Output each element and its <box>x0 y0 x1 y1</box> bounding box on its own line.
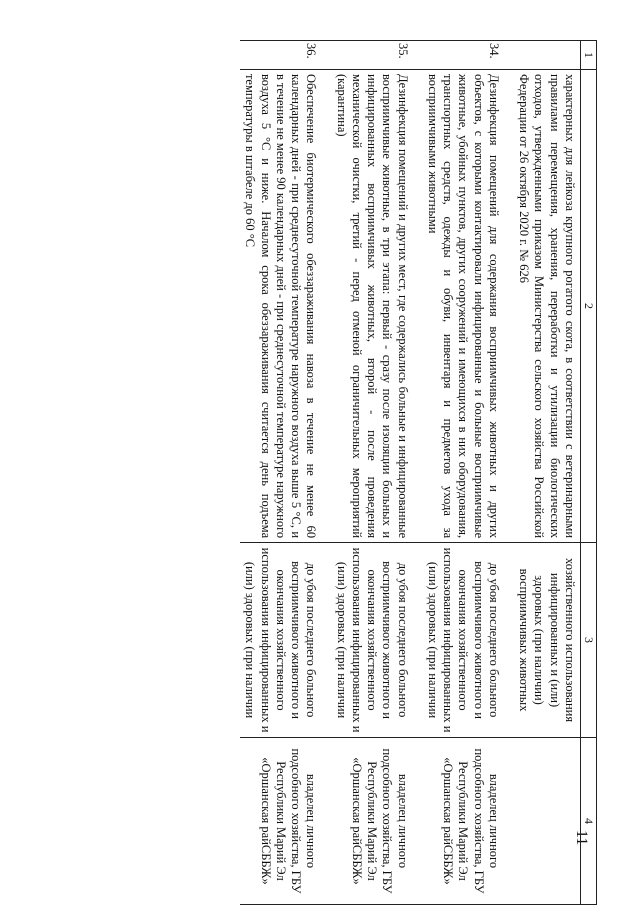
measure-term: хозяйственного использования инфицированных и (или) здоровых (при наличии) восприимчивых животных <box>514 543 581 738</box>
row-number: 34. <box>423 41 504 70</box>
page-number: 11 <box>573 830 590 846</box>
table-row <box>240 41 321 905</box>
measure-term: до убоя последнего больного восприимчивого животного и окончания хозяйственного использования инфицированных и (или) здоровых (при наличии <box>240 543 321 738</box>
measure-responsible: владелец личного подсобного хозяйства, ГБУ Республики Марий Эл «Оршанская райСББЖ» <box>240 737 321 904</box>
measure-responsible: владелец личного подсобного хозяйства, ГБУ Республики Марий Эл «Оршанская райСББЖ» <box>423 737 504 904</box>
measure-description: Обеспечение биотермического обеззараживания навоза в течение не менее 60 календарных дней - при среднесуточной температуре наружного воздуха выше 5 °С, и в течение не менее 90 календарных дней - при среднесуточной температуре наружного воздуха 5 °С и ниже. Началом срока обеззараживания считается день подъема температуры в штабеле до 60 °С <box>240 69 321 542</box>
header-col-2: 2 <box>581 69 597 542</box>
header-col-1: 1 <box>581 41 597 70</box>
table-row <box>423 41 504 905</box>
measure-term: до убоя последнего больного восприимчивого животного и окончания хозяйственного использования инфицированных и (или) здоровых (при наличии <box>423 543 504 738</box>
measure-responsible: владелец личного подсобного хозяйства, ГБУ Республики Марий Эл «Оршанская райСББЖ» <box>332 737 413 904</box>
measure-description: Дезинфекция помещений для содержания восприимчивых животных и других объектов, с которыми контактировали инфицированные и больные восприимчивые животные, убойных пунктов, других сооружений и имеющихся в них оборудования, транспортных средств, одежды и обуви, инвентаря и предметов ухода за восприимчивыми животными <box>423 69 504 542</box>
header-col-4: 4 <box>581 737 597 904</box>
row-number <box>514 41 581 70</box>
table-row <box>514 41 581 905</box>
measure-description: Дезинфекция помещений и других мест, где содержались больные и инфицированные восприимчивые животные, в три этапа: первый - сразу после изоляции больных и инфицированных восприимчивых животных, второй - после проведения механической очистки, третий - перед отменой ограничительных мероприятий (карантина) <box>332 69 413 542</box>
header-col-3: 3 <box>581 543 597 738</box>
row-number: 36. <box>240 41 321 70</box>
rotated-table-container <box>42 40 597 905</box>
row-number: 35. <box>332 41 413 70</box>
measures-table <box>240 40 597 905</box>
table-row <box>332 41 413 905</box>
measure-description: характерных для лейкоза крупного рогатого скота, в соответствии с ветеринарными правилами перемещения, хранения, переработки и утилизации биологических отходов, утвержденными приказом Министерства сельского хозяйства Российской Федерации от 26 октября 2020 г. № 626 <box>514 69 581 542</box>
measure-term: до убоя последнего больного восприимчивого животного и окончания хозяйственного использования инфицированных и (или) здоровых (при наличии <box>332 543 413 738</box>
measure-responsible <box>514 737 581 904</box>
header-row <box>581 41 597 905</box>
